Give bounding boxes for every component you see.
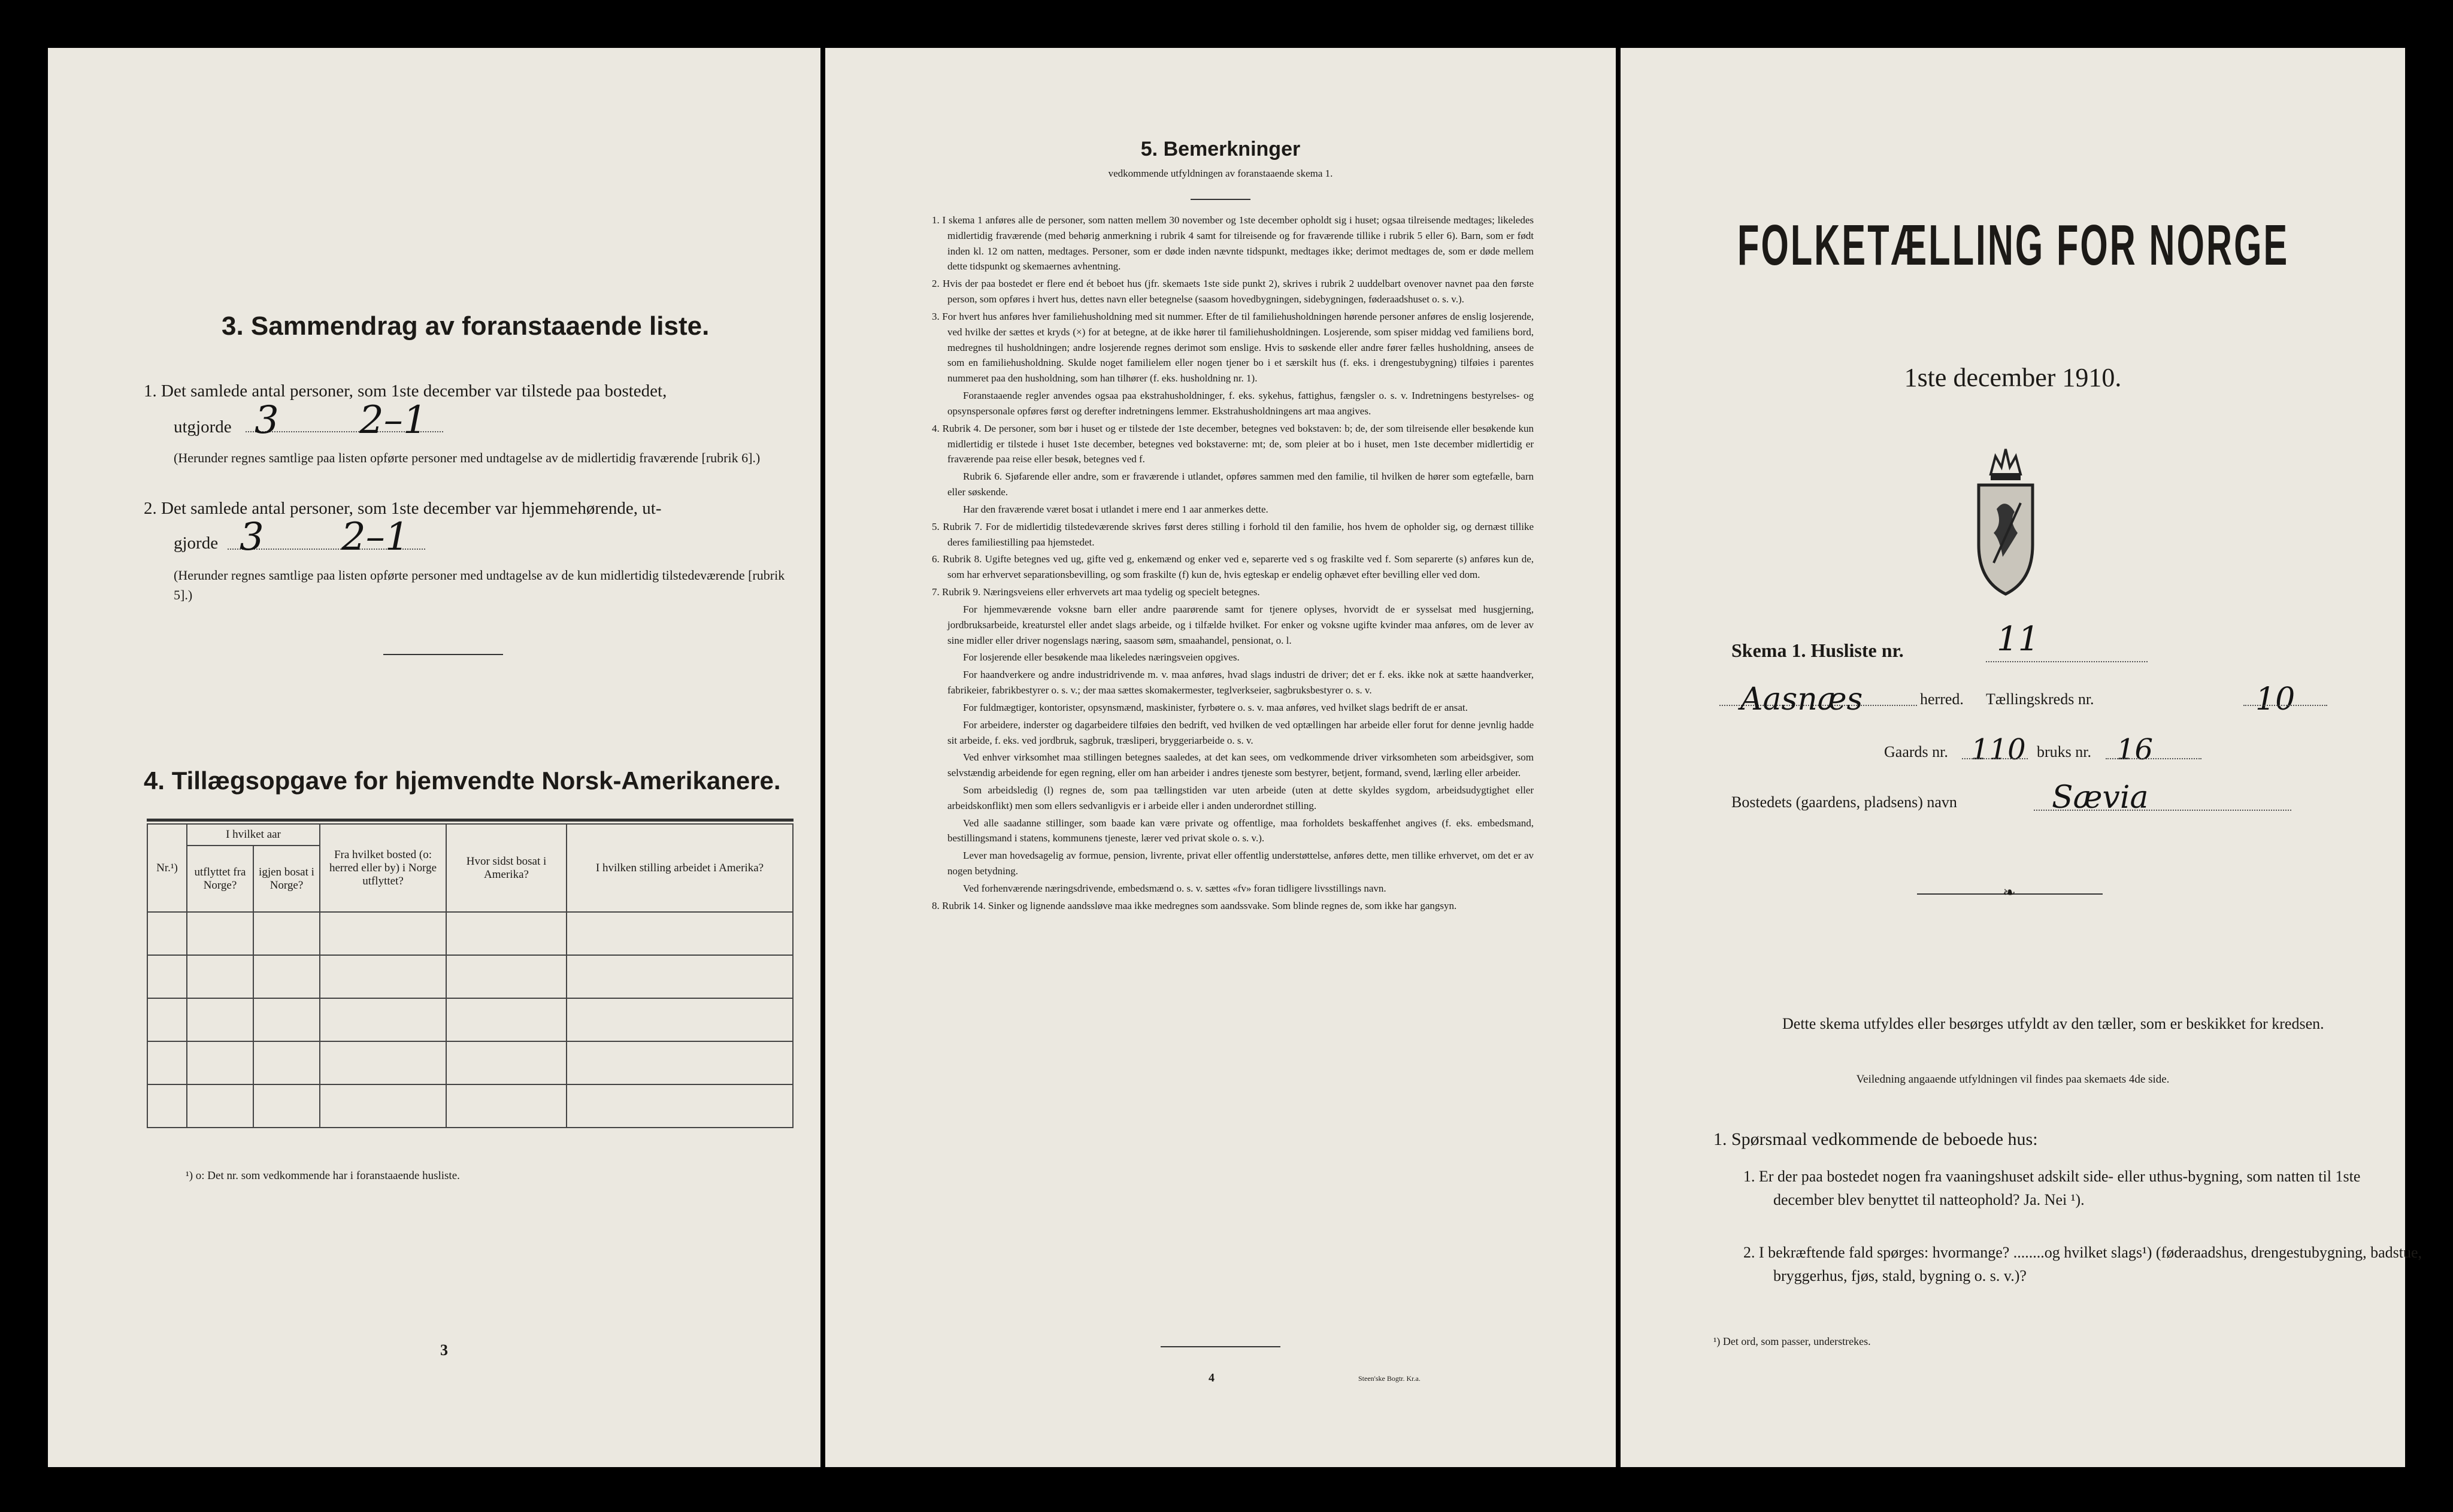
bosted-value: Sævia — [2052, 780, 2149, 816]
remarks-end-rule — [1161, 1346, 1280, 1347]
remarks-divider — [1191, 199, 1250, 200]
note-item: Rubrik 6. Sjøfarende eller andre, som er fraværende i utlandet, opføres sammen med den familie, til hvilken de hører som egtefælle, barn eller søskende. — [947, 471, 1534, 498]
coat-of-arms-icon — [1967, 443, 2045, 599]
kreds-value: 10 — [2255, 681, 2295, 717]
col-returned: igjen bosat i Norge? — [253, 846, 320, 912]
table-row — [147, 998, 793, 1041]
note-item: 6. Rubrik 8. Ugifte betegnes ved ug, gifte ved g, enkemænd og enker ved e, separerte ved s og fraskilte ved f. Som separerte (s) anføres kun de, som har erhvervet separationsbevilling, og som fraskilte (f) kun de, hvis egteskap er endelig ophævet efter bevilling eller ved dom. — [932, 553, 1534, 581]
schema-label: Skema 1. Husliste nr. — [1731, 640, 1904, 661]
herred-label: herred. — [1920, 690, 1964, 708]
husliste-number: 11 — [1997, 620, 2040, 659]
census-date: 1ste december 1910. — [1904, 363, 2122, 392]
item2-value: 3 — [240, 515, 264, 559]
page-number: 3 — [440, 1341, 448, 1359]
husliste-line — [1986, 661, 2148, 662]
bruks-value: 16 — [2116, 733, 2154, 766]
table-row — [147, 1084, 793, 1128]
page-right — [1621, 48, 2422, 1467]
note-item: 3. For hvert hus anføres hver familiehusholdning med sit nummer. Efter de til familiehusholdningen hørende personer anføres de enslig losjerende, ved hvilke der sættes et kryds (×) for at betegne, at de ikke hører til familiehusholdningen. Losjerende, som spiser middag ved familiens bord, medregnes til husholdningen; andre losjerende regnes derimot som enslige. Hvis to søskende eller andre fører fælles husholdning, ansees de som en familiehusholdning. Skulde noget familielem eller nogen tjener bo i et særskilt hus (f. eks. i drengestubygning) tilføies i parentes nummeret paa den husholdning, som han tilhører (f. eks. husholdning nr. 1). — [932, 310, 1534, 384]
item2-text: 2. Det samlede antal personer, som 1ste december var hjemmehørende, ut- — [144, 499, 662, 518]
bosted-line — [2034, 810, 2291, 811]
note-item: 8. Rubrik 14. Sinker og lignende aandssløve maa ikke medregnes som aandssvake. Som blinde regnes de, som ikke har gangsyn. — [932, 899, 1457, 911]
note-item: 1. I skema 1 anføres alle de personer, som natten mellem 30 november og 1ste december opholdt sig i huset; ogsaa tilreisende medtages; likeledes midlertidig fraværende (med behørig anmerkning i rubrik 4 samt for tilreisende og for fraværende tillike i rubrik 5 eller 6). Barn, som er født inden kl. 12 om natten, medtages. Personer, som er døde inden nævnte tidspunkt, medtages ikke; derimot medtages de, som er døde mellem dette tidspunkt og skemaernes avhentning. — [932, 214, 1534, 272]
col-group: I hvilket aar — [187, 824, 320, 846]
kreds-line — [2243, 705, 2327, 706]
note-item: Foranstaaende regler anvendes ogsaa paa ekstrahusholdninger, f. eks. sykehus, fattighus, fængsler o. s. v. Indretningens bestyrelses- og opsynspersonale opføres først og derefter indretningens lemmer. Ekstrahusholdningens art maa angives. — [947, 390, 1534, 417]
gaards-label: Gaards nr. — [1884, 743, 1948, 760]
page-left — [48, 48, 820, 1467]
herred-value: Aasnæs — [1740, 681, 1863, 717]
question-1: 1. Er der paa bostedet nogen fra vaaningshuset adskilt side- eller uthus-bygning, som natten til 1ste december blev benyttet til natteophold? Ja. Nei ¹). — [1743, 1168, 2361, 1208]
col-occupation: I hvilken stilling arbeidet i Amerika? — [567, 824, 793, 912]
page-middle — [825, 48, 1616, 1467]
ornament-icon: ❧ — [2003, 884, 2016, 901]
note-item: 7. Rubrik 9. Næringsveiens eller erhvervets art maa tydelig og specielt betegnes. — [932, 586, 1260, 598]
page-number: 4 — [1209, 1371, 1215, 1384]
divider — [383, 654, 503, 655]
note-item: 5. Rubrik 7. For de midlertidig tilstedeværende skrives først deres stilling i forhold til den familie, hos hvem de opholder sig, og dernæst tillike deres familiestilling paa hjemstedet. — [932, 520, 1534, 548]
item1-breakdown: 2–1 — [359, 398, 428, 443]
remarks-subheading: vedkommende utfyldningen av foranstaaende skema 1. — [1108, 168, 1333, 179]
col-nr: Nr.¹) — [147, 824, 187, 912]
gaards-line — [1962, 758, 2028, 759]
item1-value: 3 — [255, 398, 279, 443]
item1-note: (Herunder regnes samtlige paa listen opførte personer med undtagelse av de midlertidig fraværende [rubrik 6].) — [174, 450, 761, 465]
item2-breakdown: 2–1 — [341, 515, 410, 559]
kreds-label: Tællingskreds nr. — [1986, 690, 2094, 708]
section4-footnote: ¹) o: Det nr. som vedkommende har i foranstaaende husliste. — [186, 1169, 460, 1182]
item2-prefix: gjorde — [174, 534, 219, 553]
remarks-list — [932, 213, 1534, 916]
table-row — [147, 1041, 793, 1084]
note-item: Lever man hovedsagelig av formue, pension, livrente, privat eller offentlig understøttelse, anføres dette, men tillike erhvervet, om det er av nogen betydning. — [947, 850, 1534, 877]
col-emigrated: utflyttet fra Norge? — [187, 846, 253, 912]
printer-mark: Steen'ske Bogtr. Kr.a. — [1358, 1374, 1421, 1383]
note-item: Ved enhver virksomhet maa stillingen betegnes saaledes, at det kan sees, om vedkommende driver virksomheten som arbeidsgiver, som selvstændig arbeidende for egen regning, eller om han arbeider i andres tjeneste som bestyrer, betjent, formand, svend, lærling eller arbeider. — [947, 752, 1534, 779]
questions-heading: 1. Spørsmaal vedkommende de beboede hus: — [1713, 1129, 2038, 1149]
note-item: 4. Rubrik 4. De personer, som bør i huset og er tilstede der 1ste december, betegnes ved bokstaven: b; de, der som tilreisende eller besøkende kun midlertidig er tilstede i huset 1ste december, betegnes ved bokstaverne: mt; de, som pleier at bo i huset, men 1ste december midlertidig er fraværende paa reise eller besøk, betegnes ved f. — [932, 422, 1534, 465]
section4-heading: 4. Tillægsopgave for hjemvendte Norsk-Amerikanere. — [144, 766, 781, 795]
table-row — [147, 912, 793, 955]
gaards-value: 110 — [1971, 733, 2026, 766]
col-where: Hvor sidst bosat i Amerika? — [446, 824, 567, 912]
note-item: Ved alle saadanne stillinger, som baade kan være private og offentlige, maa forholdets beskaffenhet angives (f. eks. embedsmand, bestillingsmand i statens, kommunens tjeneste, lærer ved privat skole o. s. v.). — [947, 817, 1534, 844]
note-item: Ved forhenværende næringsdrivende, embedsmænd o. s. v. sættes «fv» foran tidligere livsstillings navn. — [963, 882, 1386, 894]
note-item: Har den fraværende været bosat i utlandet i mere end 1 aar anmerkes dette. — [963, 503, 1268, 515]
question-2: 2. I bekræftende fald spørges: hvormange? ........og hvilket slags¹) (føderaadshus, drengestubygning, badstue, bryggerhus, fjøs, stald, bygning o. s. v.)? — [1743, 1244, 2422, 1284]
guide-text: Veiledning angaaende utfyldningen vil findes paa skemaets 4de side. — [1856, 1073, 2170, 1086]
bruks-label: bruks nr. — [2037, 743, 2091, 760]
returnee-table — [147, 823, 794, 1128]
note-item: For fuldmægtiger, kontorister, opsynsmænd, maskinister, fyrbøtere o. s. v. maa anføres, ved hvilket slags bedrift de er ansat. — [963, 701, 1468, 713]
item1-text: 1. Det samlede antal personer, som 1ste december var tilstede paa bostedet, — [144, 381, 667, 401]
bruks-line — [2106, 758, 2201, 759]
bosted-label: Bostedets (gaardens, pladsens) navn — [1731, 793, 1957, 811]
note-item: For haandverkere og andre industridrivende m. v. maa anføres, hvad slags industri de driver; det er f. eks. ikke nok at sætte haandverker, fabrikeier, fabrikbestyrer o. s. v.; der maa sættes skomakermester, teglverkseier, sagbruksbestyrer o. s. v. — [947, 669, 1534, 696]
note-item: 2. Hvis der paa bostedet er flere end ét beboet hus (jfr. skemaets 1ste side punkt 2), skrives i rubrik 2 uuddelbart ovenover navnet paa den første person, som opføres i hvert hus, dettes navn eller betegnelse (saasom hovedbygningen, sidebygningen, føderaadshuset o. s. v.). — [932, 278, 1534, 305]
note-item: For arbeidere, inderster og dagarbeidere tilføies den bedrift, ved hvilken de ved optællingen har arbeide eller forut for denne jevnlig hadde sit arbeide, f. eks. ved jordbruk, sagbruk, træsliperi, bryggeriarbeide o. s. v. — [947, 719, 1534, 746]
item2-note: (Herunder regnes samtlige paa listen opførte personer med undtagelse av de kun midlertidig tilstedeværende [rubrik 5].) — [174, 568, 785, 602]
table-row — [147, 955, 793, 998]
instruction-text: Dette skema utfyldes eller besørges utfyldt av den tæller, som er beskikket for kredsen. — [1782, 1015, 2324, 1032]
census-title: FOLKETÆLLING FOR NORGE — [1737, 213, 2290, 277]
note-item: For hjemmeværende voksne barn eller andre paarørende samt for tjenere oplyses, hvorvidt de er sysselsat med husgjerning, jordbruksarbeide, kreaturstel eller andet slags arbeide, og i tilfælde hvilket. For enker og voksne ugifte kvinder maa anføres, om de lever av sine midler eller driver nogenslags næring, saasom søm, smaahandel, pensionat, o. l. — [947, 603, 1534, 646]
note-item: For losjerende eller besøkende maa likeledes næringsveien opgives. — [963, 652, 1240, 663]
col-from: Fra hvilket bosted (o: herred eller by) i Norge utflyttet? — [320, 824, 446, 912]
section3-heading: 3. Sammendrag av foranstaaende liste. — [222, 311, 710, 341]
table-top-rule — [147, 819, 794, 822]
right-footnote: ¹) Det ord, som passer, understrekes. — [1713, 1335, 1871, 1347]
note-item: Som arbeidsledig (l) regnes de, som paa tællingstiden var uten arbeide (uten at dette skyldes sygdom, arbeidsudygtighet eller arbeidskonflikt) men som ellers sedvanligvis er i arbeide eller i anden underordnet stilling. — [947, 784, 1534, 811]
remarks-heading: 5. Bemerkninger — [1140, 138, 1301, 160]
item1-prefix: utgjorde — [174, 417, 232, 437]
